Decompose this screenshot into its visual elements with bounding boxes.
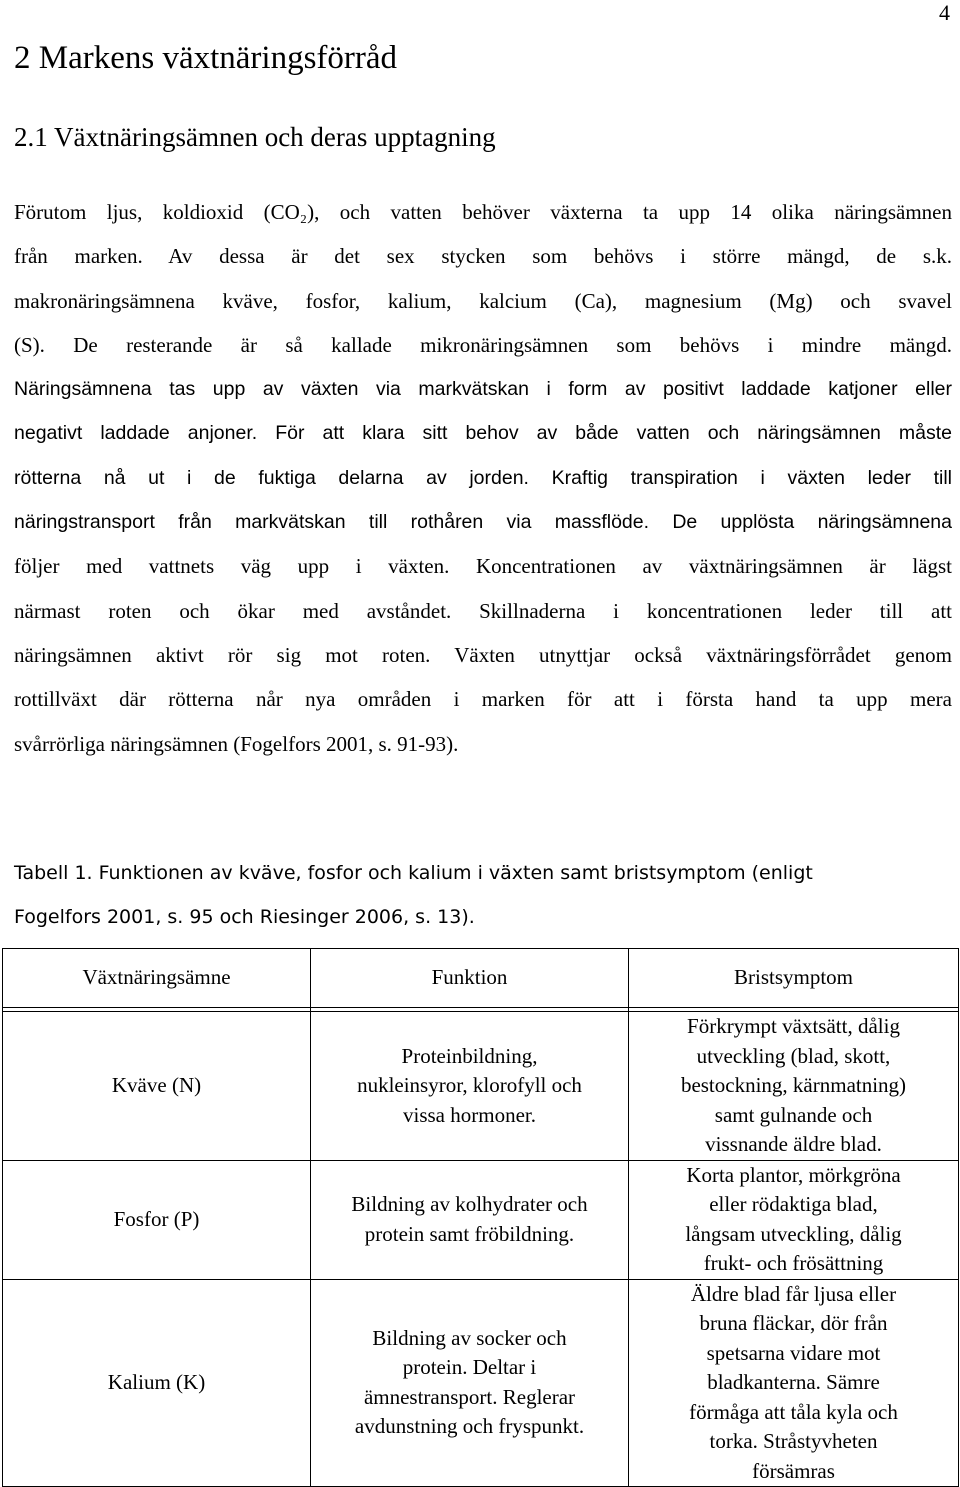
table-header-row: [3, 949, 959, 1008]
nutrient-cell: Kalium (K): [3, 1279, 311, 1487]
function-cell: Proteinbildning, nukleinsyror, klorofyll och vissa hormoner.: [311, 1012, 629, 1161]
table-row: [3, 1012, 959, 1161]
chapter-heading: 2 Markens växtnäringsförråd: [14, 40, 398, 76]
paragraph-line: näringstransport från markvätskan till rothåren via massflöde. De upplösta näringsämnena: [14, 511, 952, 534]
paragraph-line: makronäringsämnena kväve, fosfor, kalium, kalcium (Ca), magnesium (Mg) och svavel: [14, 288, 952, 313]
header-nutrient: Växtnäringsämne: [3, 949, 311, 1008]
nutrient-cell: Kväve (N): [3, 1012, 311, 1161]
body-paragraph: [14, 190, 952, 766]
paragraph-line: rottillväxt där rötterna når nya områden i marken för att i första hand ta upp mera: [14, 687, 952, 712]
table-row: [3, 1160, 959, 1279]
page-number: 4: [939, 0, 950, 25]
function-cell: Bildning av kolhydrater och protein samt fröbildning.: [311, 1160, 629, 1279]
section-heading: 2.1 Växtnäringsämnen och deras upptagning: [14, 122, 496, 152]
paragraph-line: (S). De resterande är så kallade mikronäringsämnen som behövs i mindre mängd.: [14, 332, 952, 357]
paragraph-line: svårrörliga näringsämnen (Fogelfors 2001, s. 91-93).: [14, 731, 459, 756]
paragraph-line: följer med vattnets väg upp i växten. Koncentrationen av växtnäringsämnen är lägst: [14, 554, 952, 579]
symptom-cell: Korta plantor, mörkgröna eller rödaktiga blad, långsam utveckling, dålig frukt- och frösättning: [629, 1160, 959, 1279]
paragraph-line: näringsämnen aktivt rör sig mot roten. Växten utnyttjar också växtnäringsförrådet genom: [14, 642, 952, 667]
header-symptom: Bristsymptom: [629, 949, 959, 1008]
table-caption: [14, 851, 813, 939]
paragraph-line: Näringsämnena tas upp av växten via markvätskan i form av positivt laddade katjoner eller: [14, 378, 952, 401]
symptom-cell: Äldre blad får ljusa eller bruna fläckar, dör från spetsarna vidare mot bladkanterna. Sämre förmåga att tåla kyla och torka. Stråstyvheten försämras: [629, 1279, 959, 1487]
nutrient-cell: Fosfor (P): [3, 1160, 311, 1279]
nutrient-table: [2, 948, 959, 1487]
table-row: [3, 1279, 959, 1487]
paragraph-line: från marken. Av dessa är det sex stycken som behövs i större mängd, de s.k.: [14, 244, 952, 269]
paragraph-line: närmast roten och ökar med avståndet. Skillnaderna i koncentrationen leder till att: [14, 598, 952, 623]
paragraph-line: negativt laddade anjoner. För att klara sitt behov av både vatten och näringsämnen måste: [14, 422, 952, 445]
paragraph-line: rötterna nå ut i de fuktiga delarna av jorden. Kraftig transpiration i växten leder till: [14, 466, 952, 489]
function-cell: Bildning av socker och protein. Deltar i ämnestransport. Reglerar avdunstning och fryspunkt.: [311, 1279, 629, 1487]
caption-line: Tabell 1. Funktionen av kväve, fosfor och kalium i växten samt bristsymptom (enligt: [14, 862, 813, 884]
header-function: Funktion: [311, 949, 629, 1008]
symptom-cell: Förkrympt växtsätt, dålig utveckling (blad, skott, bestockning, kärnmatning) samt gulnande och vissnande äldre blad.: [629, 1012, 959, 1161]
paragraph-line: Förutom ljus, koldioxid (CO₂), och vatten behöver växterna ta upp 14 olika näringsämnen: [14, 200, 952, 224]
caption-line: Fogelfors 2001, s. 95 och Riesinger 2006, s. 13).: [14, 906, 475, 928]
